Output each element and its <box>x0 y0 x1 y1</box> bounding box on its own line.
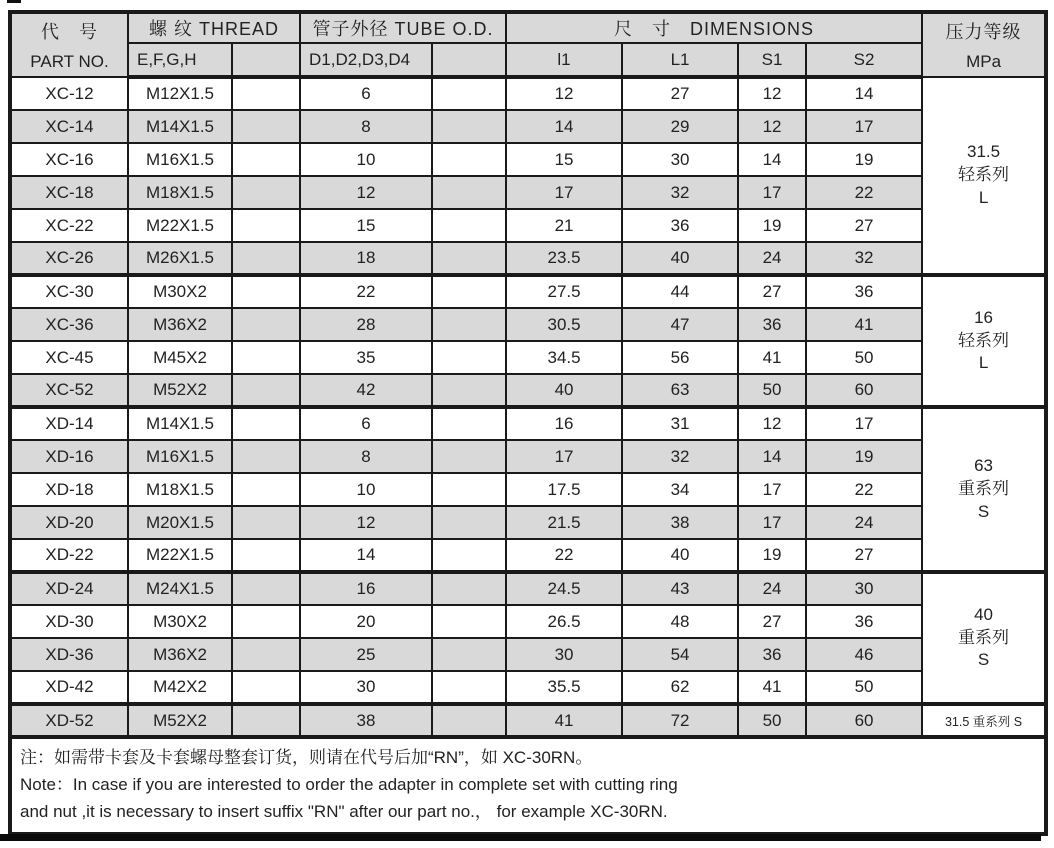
cell-L1: 38 <box>622 506 738 539</box>
header-tube-sub: D1,D2,D3,D4 <box>300 43 432 77</box>
cell-S1: 14 <box>738 440 806 473</box>
cell-thread-extra <box>232 374 300 407</box>
cell-L1: 40 <box>622 539 738 572</box>
cell-thread-extra <box>232 506 300 539</box>
cell-tube-od-extra <box>432 506 506 539</box>
cell-thread-extra <box>232 110 300 143</box>
cell-part-no: XD-14 <box>10 407 128 440</box>
pressure-series: 轻系列 <box>958 165 1010 185</box>
header-thread-extra <box>232 43 300 77</box>
cell-tube-od-extra <box>432 407 506 440</box>
cell-S1: 27 <box>738 275 806 308</box>
table-row <box>10 341 1046 374</box>
cell-S2: 50 <box>806 671 922 704</box>
cell-S1: 27 <box>738 605 806 638</box>
table-row <box>10 374 1046 407</box>
cell-tube-od: 12 <box>300 506 432 539</box>
table-body <box>10 77 1046 737</box>
cell-thread: M30X2 <box>128 605 232 638</box>
cell-thread: M30X2 <box>128 275 232 308</box>
cell-L1: 48 <box>622 605 738 638</box>
cell-thread-extra <box>232 638 300 671</box>
table-row <box>10 110 1046 143</box>
cell-S2: 46 <box>806 638 922 671</box>
cell-L1: 32 <box>622 176 738 209</box>
cell-tube-od-extra <box>432 539 506 572</box>
cell-tube-od: 28 <box>300 308 432 341</box>
cell-part-no: XC-18 <box>10 176 128 209</box>
cell-l1: 15 <box>506 143 622 176</box>
cell-tube-od: 30 <box>300 671 432 704</box>
cell-L1: 72 <box>622 704 738 737</box>
cell-tube-od-extra <box>432 605 506 638</box>
pressure-series: 重系列 <box>958 627 1010 647</box>
header-tube-extra <box>432 43 506 77</box>
table-row <box>10 539 1046 572</box>
pressure-group-cell: 31.5 重系列 S <box>922 704 1046 737</box>
cell-tube-od: 10 <box>300 473 432 506</box>
cell-part-no: XC-45 <box>10 341 128 374</box>
pressure-code: L <box>978 187 989 207</box>
header-dimensions: 尺 寸 DIMENSIONS <box>506 12 922 43</box>
cell-l1: 23.5 <box>506 242 622 275</box>
cell-thread-extra <box>232 176 300 209</box>
cell-S2: 32 <box>806 242 922 275</box>
cell-tube-od-extra <box>432 110 506 143</box>
cell-thread: M24X1.5 <box>128 572 232 605</box>
cell-L1: 29 <box>622 110 738 143</box>
table-row <box>10 407 1046 440</box>
cell-tube-od: 20 <box>300 605 432 638</box>
cell-l1: 40 <box>506 374 622 407</box>
table-row <box>10 77 1046 110</box>
cell-S1: 50 <box>738 704 806 737</box>
cell-L1: 27 <box>622 77 738 110</box>
cell-S2: 19 <box>806 143 922 176</box>
cell-thread: M42X2 <box>128 671 232 704</box>
cell-thread: M14X1.5 <box>128 110 232 143</box>
cell-thread-extra <box>232 407 300 440</box>
cell-tube-od: 8 <box>300 440 432 473</box>
cell-thread: M18X1.5 <box>128 473 232 506</box>
notes-row <box>10 737 1046 834</box>
table-row <box>10 242 1046 275</box>
pressure-group-cell <box>922 572 1046 704</box>
table-row <box>10 176 1046 209</box>
table-row <box>10 308 1046 341</box>
cell-L1: 44 <box>622 275 738 308</box>
pressure-series: 轻系列 <box>958 330 1010 350</box>
cell-S1: 50 <box>738 374 806 407</box>
table-row <box>10 572 1046 605</box>
cell-part-no: XD-42 <box>10 671 128 704</box>
cell-part-no: XD-20 <box>10 506 128 539</box>
cell-tube-od-extra <box>432 143 506 176</box>
cell-thread: M20X1.5 <box>128 506 232 539</box>
table-row <box>10 704 1046 737</box>
cell-tube-od: 12 <box>300 176 432 209</box>
header-thread: 螺 纹 THREAD <box>128 12 300 43</box>
table-row <box>10 605 1046 638</box>
cell-L1: 34 <box>622 473 738 506</box>
cell-thread-extra <box>232 242 300 275</box>
pressure-series: 重系列 <box>958 479 1010 499</box>
cell-S1: 12 <box>738 407 806 440</box>
header-part-no <box>10 12 128 77</box>
cell-l1: 12 <box>506 77 622 110</box>
cell-thread-extra <box>232 572 300 605</box>
page-artifact-mark <box>7 0 21 3</box>
cell-thread: M22X1.5 <box>128 539 232 572</box>
cell-tube-od: 18 <box>300 242 432 275</box>
header-pressure-unit: MPa <box>966 52 1002 71</box>
cell-thread-extra <box>232 209 300 242</box>
cell-l1: 21.5 <box>506 506 622 539</box>
cell-tube-od: 6 <box>300 77 432 110</box>
cell-tube-od-extra <box>432 209 506 242</box>
cell-l1: 17.5 <box>506 473 622 506</box>
cell-part-no: XD-30 <box>10 605 128 638</box>
table-row <box>10 143 1046 176</box>
cell-part-no: XD-16 <box>10 440 128 473</box>
cell-l1: 30.5 <box>506 308 622 341</box>
table-row <box>10 671 1046 704</box>
cell-thread-extra <box>232 275 300 308</box>
pressure-code: S <box>977 650 990 670</box>
cell-tube-od-extra <box>432 704 506 737</box>
cell-thread: M14X1.5 <box>128 407 232 440</box>
cell-l1: 41 <box>506 704 622 737</box>
cell-L1: 43 <box>622 572 738 605</box>
cell-tube-od: 22 <box>300 275 432 308</box>
header-S1: S1 <box>738 43 806 77</box>
cell-thread-extra <box>232 539 300 572</box>
cell-S2: 27 <box>806 209 922 242</box>
cell-tube-od-extra <box>432 572 506 605</box>
cell-l1: 17 <box>506 440 622 473</box>
cell-S1: 12 <box>738 110 806 143</box>
cell-l1: 34.5 <box>506 341 622 374</box>
cell-part-no: XC-36 <box>10 308 128 341</box>
cell-S2: 24 <box>806 506 922 539</box>
cell-thread-extra <box>232 341 300 374</box>
cell-tube-od: 25 <box>300 638 432 671</box>
cell-S1: 12 <box>738 77 806 110</box>
cell-S1: 17 <box>738 176 806 209</box>
cell-tube-od: 38 <box>300 704 432 737</box>
cell-S2: 27 <box>806 539 922 572</box>
cell-thread-extra <box>232 77 300 110</box>
pressure-group-cell <box>922 407 1046 572</box>
cell-thread-extra <box>232 308 300 341</box>
table-row <box>10 275 1046 308</box>
pressure-group-cell <box>922 275 1046 407</box>
cell-part-no: XC-14 <box>10 110 128 143</box>
cell-part-no: XC-16 <box>10 143 128 176</box>
cell-tube-od-extra <box>432 275 506 308</box>
cell-thread: M36X2 <box>128 638 232 671</box>
cell-thread-extra <box>232 671 300 704</box>
cell-l1: 24.5 <box>506 572 622 605</box>
cell-S1: 17 <box>738 506 806 539</box>
cell-S2: 14 <box>806 77 922 110</box>
cell-thread-extra <box>232 440 300 473</box>
table-footer <box>10 737 1046 834</box>
cell-L1: 47 <box>622 308 738 341</box>
header-row-2 <box>10 43 1046 77</box>
cell-part-no: XD-52 <box>10 704 128 737</box>
cell-S2: 30 <box>806 572 922 605</box>
table-row <box>10 473 1046 506</box>
cell-l1: 35.5 <box>506 671 622 704</box>
cell-part-no: XC-12 <box>10 77 128 110</box>
cell-L1: 62 <box>622 671 738 704</box>
cell-l1: 16 <box>506 407 622 440</box>
cell-tube-od-extra <box>432 77 506 110</box>
cell-S1: 17 <box>738 473 806 506</box>
cell-tube-od: 15 <box>300 209 432 242</box>
cell-tube-od-extra <box>432 242 506 275</box>
pressure-code: S <box>977 501 990 521</box>
cell-S1: 24 <box>738 242 806 275</box>
cell-S1: 19 <box>738 539 806 572</box>
pressure-value: 40 <box>974 604 993 624</box>
cell-thread: M52X2 <box>128 704 232 737</box>
cell-l1: 30 <box>506 638 622 671</box>
cell-S2: 17 <box>806 110 922 143</box>
cell-S1: 24 <box>738 572 806 605</box>
cell-L1: 63 <box>622 374 738 407</box>
cell-l1: 26.5 <box>506 605 622 638</box>
cell-l1: 27.5 <box>506 275 622 308</box>
cell-tube-od: 10 <box>300 143 432 176</box>
cell-part-no: XC-52 <box>10 374 128 407</box>
header-thread-sub: E,F,G,H <box>128 43 232 77</box>
cell-tube-od-extra <box>432 440 506 473</box>
cell-S2: 60 <box>806 704 922 737</box>
note-line-zh: 注：如需带卡套及卡套螺母整套订货，则请在代号后加“RN”，如 XC-30RN。 <box>20 748 593 767</box>
cell-S1: 19 <box>738 209 806 242</box>
cell-tube-od: 6 <box>300 407 432 440</box>
cell-S2: 36 <box>806 605 922 638</box>
header-l1: l1 <box>506 43 622 77</box>
cell-thread-extra <box>232 704 300 737</box>
cell-thread: M18X1.5 <box>128 176 232 209</box>
cell-part-no: XD-22 <box>10 539 128 572</box>
cell-S2: 17 <box>806 407 922 440</box>
cell-part-no: XD-36 <box>10 638 128 671</box>
cell-thread: M52X2 <box>128 374 232 407</box>
note-line-en-1: Note：In case if you are interested to order the adapter in complete set with cutting ring <box>20 775 678 795</box>
header-L1: L1 <box>622 43 738 77</box>
cell-l1: 21 <box>506 209 622 242</box>
cell-L1: 36 <box>622 209 738 242</box>
table-row <box>10 209 1046 242</box>
pressure-value: 16 <box>974 307 993 327</box>
cell-thread-extra <box>232 143 300 176</box>
cell-tube-od: 35 <box>300 341 432 374</box>
cell-tube-od-extra <box>432 638 506 671</box>
cell-thread: M16X1.5 <box>128 143 232 176</box>
cell-tube-od-extra <box>432 308 506 341</box>
cell-S1: 36 <box>738 308 806 341</box>
cell-tube-od-extra <box>432 473 506 506</box>
cell-S2: 22 <box>806 176 922 209</box>
header-pressure-zh: 压力等级 <box>945 22 1022 42</box>
cell-thread: M22X1.5 <box>128 209 232 242</box>
pressure-value: 31.5 <box>967 142 1001 162</box>
cell-tube-od: 42 <box>300 374 432 407</box>
pressure-group-cell <box>922 77 1046 275</box>
cell-part-no: XC-22 <box>10 209 128 242</box>
table-header <box>10 12 1046 77</box>
header-pressure <box>922 12 1046 77</box>
header-part-no-zh: 代 号 <box>41 22 98 42</box>
cell-tube-od: 16 <box>300 572 432 605</box>
cell-tube-od-extra <box>432 341 506 374</box>
cell-L1: 30 <box>622 143 738 176</box>
cell-S2: 60 <box>806 374 922 407</box>
cell-l1: 17 <box>506 176 622 209</box>
table-row <box>10 506 1046 539</box>
cell-part-no: XC-30 <box>10 275 128 308</box>
header-part-no-en: PART NO. <box>30 52 109 71</box>
cell-S1: 14 <box>738 143 806 176</box>
cell-part-no: XD-24 <box>10 572 128 605</box>
cell-part-no: XD-18 <box>10 473 128 506</box>
cell-tube-od-extra <box>432 374 506 407</box>
table-row <box>10 638 1046 671</box>
cell-l1: 14 <box>506 110 622 143</box>
cell-tube-od: 14 <box>300 539 432 572</box>
cell-thread-extra <box>232 605 300 638</box>
note-line-en-2: and nut ,it is necessary to insert suffix "RN" after our part no.， for example XC-30RN. <box>20 802 668 822</box>
cell-L1: 40 <box>622 242 738 275</box>
cell-tube-od: 8 <box>300 110 432 143</box>
cell-thread: M16X1.5 <box>128 440 232 473</box>
pressure-code: L <box>978 353 989 373</box>
cell-L1: 56 <box>622 341 738 374</box>
cell-S1: 41 <box>738 671 806 704</box>
cell-L1: 32 <box>622 440 738 473</box>
header-tube-od: 管子外径 TUBE O.D. <box>300 12 506 43</box>
cell-tube-od-extra <box>432 671 506 704</box>
cell-S1: 41 <box>738 341 806 374</box>
cell-thread: M12X1.5 <box>128 77 232 110</box>
cell-tube-od-extra <box>432 176 506 209</box>
table-row <box>10 440 1046 473</box>
cell-S1: 36 <box>738 638 806 671</box>
pressure-value: 63 <box>974 456 993 476</box>
cell-S2: 50 <box>806 341 922 374</box>
cell-L1: 31 <box>622 407 738 440</box>
cell-S2: 19 <box>806 440 922 473</box>
cell-l1: 22 <box>506 539 622 572</box>
cell-thread: M26X1.5 <box>128 242 232 275</box>
cell-thread: M45X2 <box>128 341 232 374</box>
header-S2: S2 <box>806 43 922 77</box>
cell-S2: 36 <box>806 275 922 308</box>
cell-thread-extra <box>232 473 300 506</box>
cell-S2: 22 <box>806 473 922 506</box>
spec-table <box>8 10 1048 836</box>
cell-thread: M36X2 <box>128 308 232 341</box>
cell-S2: 41 <box>806 308 922 341</box>
notes-cell <box>10 737 1046 834</box>
cell-L1: 54 <box>622 638 738 671</box>
cell-part-no: XC-26 <box>10 242 128 275</box>
header-row-1 <box>10 12 1046 43</box>
bottom-rule <box>0 834 1041 841</box>
